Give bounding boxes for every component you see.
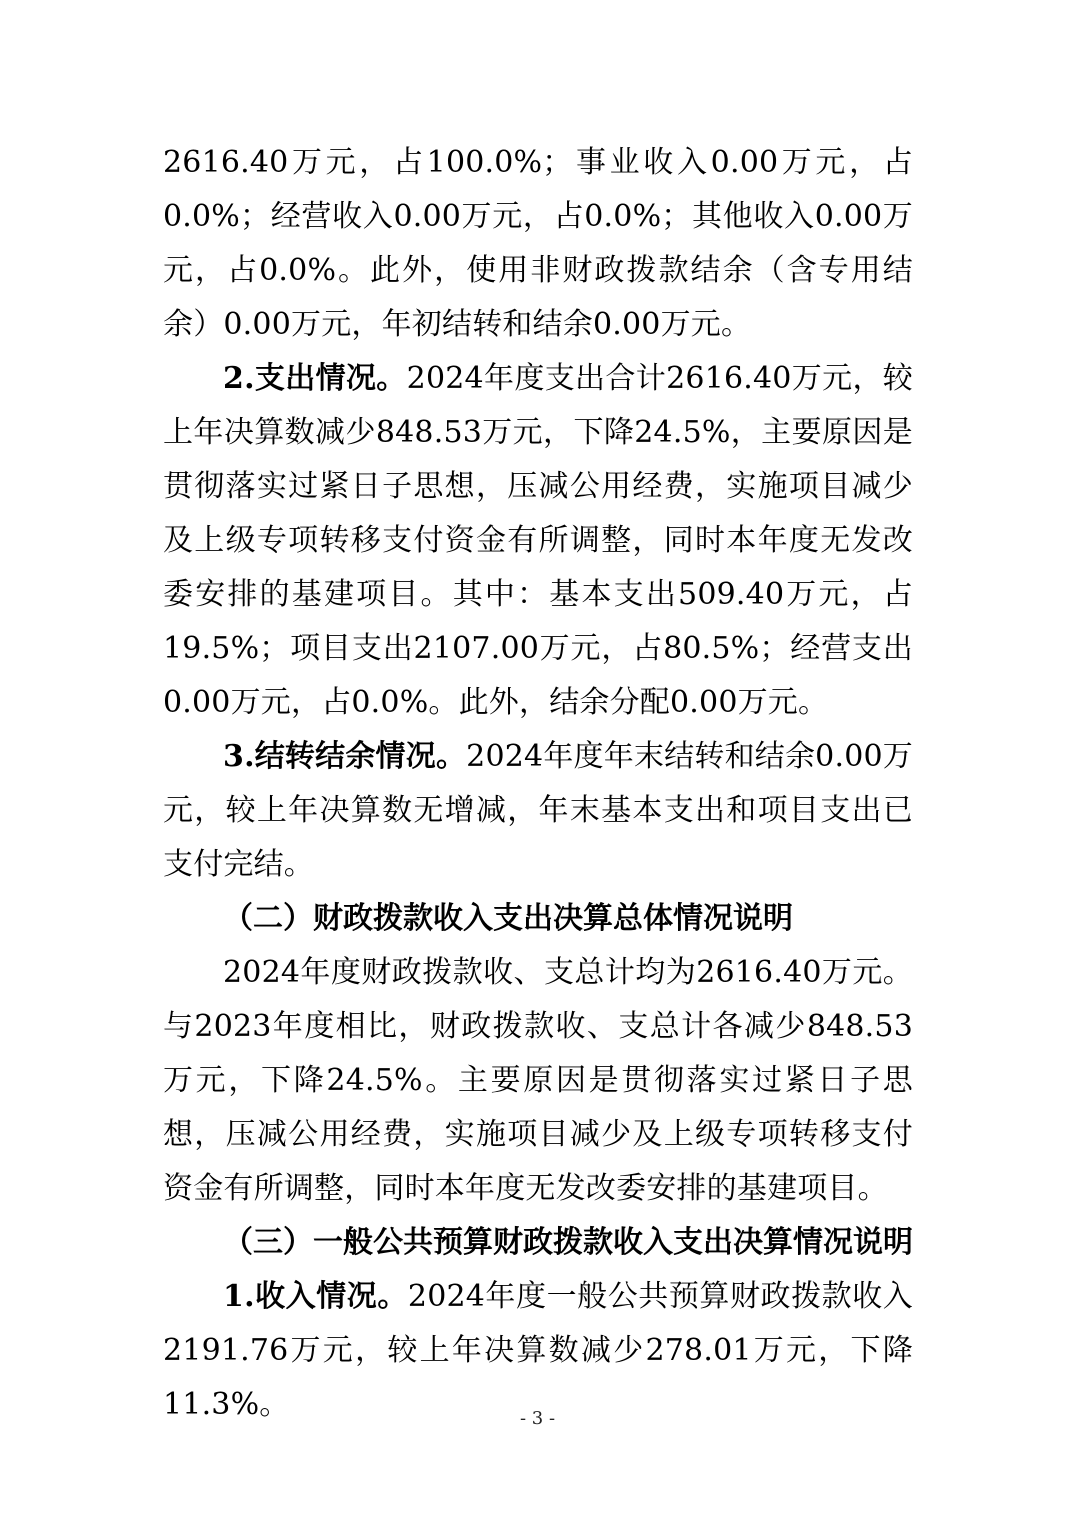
paragraph-lead: 1.收入情况。 (223, 1279, 408, 1314)
paragraph-fiscal-total (163, 946, 913, 1216)
paragraph-lead: 3.结转结余情况。 (223, 739, 467, 774)
paragraph-expenditure (163, 352, 913, 730)
paragraph-income-breakdown (163, 136, 913, 352)
page-number: - 3 - (519, 1408, 556, 1429)
paragraph-text: 2024年度财政拨款收、支总计均为2616.40万元。与2023年度相比，财政拨款收、支总计各减少848.53万元，下降24.5%。主要原因是贯彻落实过紧日子思想，压减公用经费，实施项目减少及上级专项转移支付资金有所调整，同时本年度无发改委安排的基建项目。 (163, 955, 913, 1206)
paragraph-text: 2024年度支出合计2616.40万元，较上年决算数减少848.53万元，下降24.5%，主要原因是贯彻落实过紧日子思想，压减公用经费，实施项目减少及上级专项转移支付资金有所调整，同时本年度无发改委安排的基建项目。其中：基本支出509.40万元，占19.5%；项目支出2107.00万元，占80.5%；经营支出0.00万元，占0.0%。此外，结余分配0.00万元。 (163, 361, 914, 720)
paragraph-text: 2024年度一般公共预算财政拨款收入2191.76万元，较上年决算数减少278.01万元，下降11.3%。 (163, 1279, 913, 1422)
paragraph-text: 2616.40万元，占100.0%；事业收入0.00万元，占0.0%；经营收入0.00万元，占0.0%；其他收入0.00万元，占0.0%。此外，使用非财政拨款结余（含专用结余）0.00万元，年初结转和结余0.00万元。 (163, 145, 913, 342)
document-body (163, 136, 913, 1432)
paragraph-carryover (163, 730, 913, 892)
section-heading-3: （三）一般公共预算财政拨款收入支出决算情况说明 (223, 1225, 913, 1260)
paragraph-lead: 2.支出情况。 (223, 361, 407, 396)
paragraph-text: 2024年度年末结转和结余0.00万元，较上年决算数无增减，年末基本支出和项目支出已支付完结。 (163, 739, 913, 882)
section-heading-2: （二）财政拨款收入支出决算总体情况说明 (223, 901, 793, 936)
